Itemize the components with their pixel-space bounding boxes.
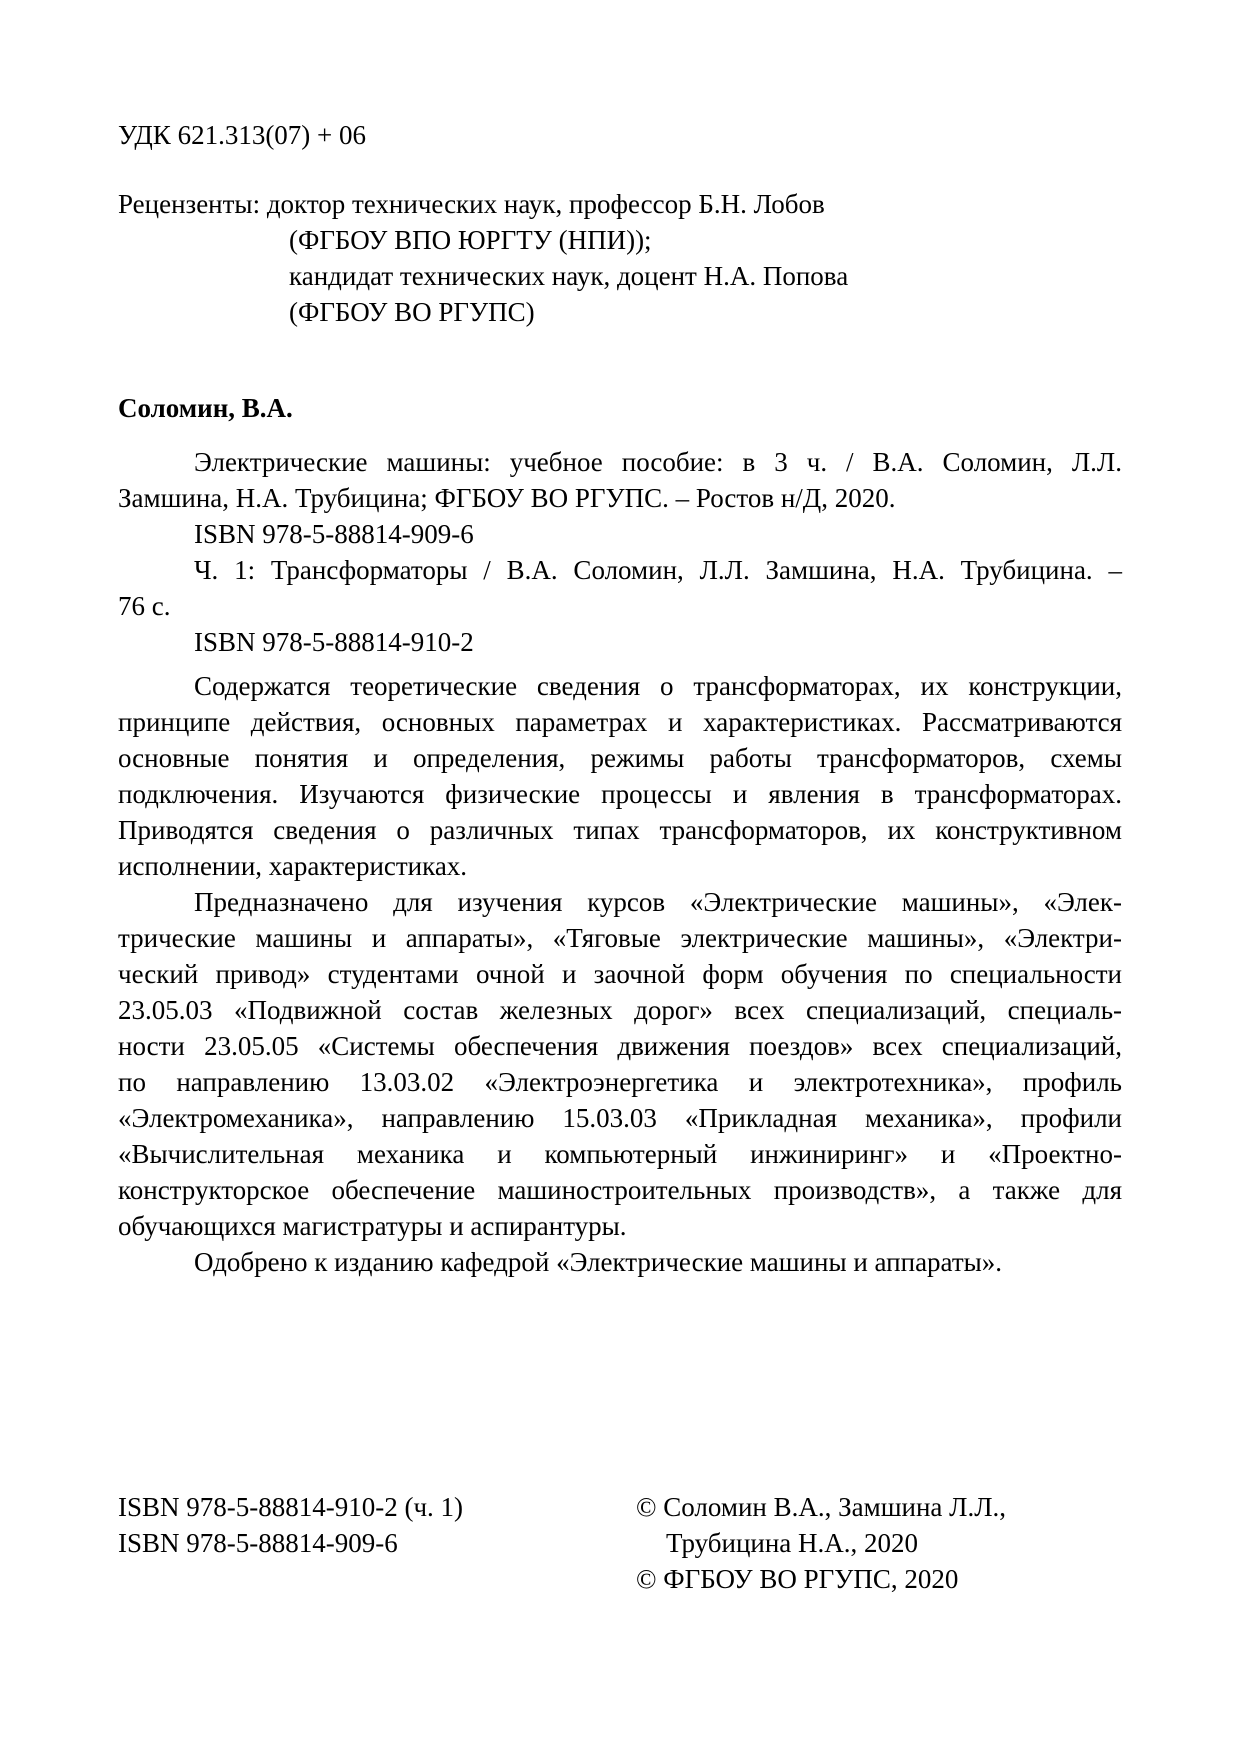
reviewer-line: (ФГБОУ ВПО ЮРГТУ (НПИ)); — [289, 225, 652, 255]
abstract-line: конструкторское обеспечение машиностроительных производств», а также для — [118, 1175, 1122, 1205]
reviewer-line: (ФГБОУ ВО РГУПС) — [289, 297, 535, 327]
abstract-line: Содержатся теоретические сведения о трансформаторах, их конструкции, — [194, 671, 1122, 701]
abstract-line: «Вычислительная механика и компьютерный инжиниринг» и «Проектно- — [118, 1139, 1122, 1169]
abstract-line: исполнении, характеристиках. — [118, 851, 468, 881]
approval-line: Одобрено к изданию кафедрой «Электрические машины и аппараты». — [194, 1247, 1003, 1277]
copyright-line: Трубицина Н.А., 2020 — [666, 1528, 919, 1558]
footer-isbn: ISBN 978-5-88814-910-2 (ч. 1) — [118, 1492, 464, 1522]
copyright-line: © ФГБОУ ВО РГУПС, 2020 — [636, 1564, 959, 1594]
biblio-line: 76 с. — [118, 591, 171, 621]
footer-copyright-block — [636, 1489, 1006, 1597]
author-heading: Соломин, В.А. — [118, 393, 293, 423]
abstract-line: по направлению 13.03.02 «Электроэнергетика и электротехника», профиль — [118, 1067, 1122, 1097]
biblio-isbn: ISBN 978-5-88814-909-6 — [194, 519, 474, 549]
biblio-isbn: ISBN 978-5-88814-910-2 — [194, 627, 474, 657]
abstract-line: «Электромеханика», направлению 15.03.03 «Прикладная механика», профили — [118, 1103, 1122, 1133]
abstract-line: обучающихся магистратуры и аспирантуры. — [118, 1211, 627, 1241]
bibliographic-record — [118, 444, 1122, 660]
biblio-line: Электрические машины: учебное пособие: в 3 ч. / В.А. Соломин, Л.Л. — [194, 447, 1122, 477]
abstract-line: ности 23.05.05 «Системы обеспечения движения поездов» всех специализаций, — [118, 1031, 1122, 1061]
copyright-line: © Соломин В.А., Замшина Л.Л., — [636, 1492, 1007, 1522]
abstract-line: основные понятия и определения, режимы работы трансформаторов, схемы — [118, 743, 1122, 773]
udk-code: УДК 621.313(07) + 06 — [118, 120, 367, 150]
reviewers-block — [118, 186, 1122, 330]
biblio-line: Замшина, Н.А. Трубицина; ФГБОУ ВО РГУПС. – Ростов н/Д, 2020. — [118, 483, 896, 513]
abstract-line: принципе действия, основных параметрах и характеристиках. Рассматриваются — [118, 707, 1122, 737]
abstract-line: 23.05.03 «Подвижной состав железных дорог» всех специализаций, специаль- — [118, 995, 1122, 1025]
footer-isbn-block — [118, 1489, 463, 1561]
abstract-line: трические машины и аппараты», «Тяговые электрические машины», «Электри- — [118, 923, 1122, 953]
abstract-line: Предназначено для изучения курсов «Электрические машины», «Элек- — [194, 887, 1122, 917]
abstract-line: ческий привод» студентами очной и заочной форм обучения по специальности — [118, 959, 1122, 989]
reviewer-line: кандидат технических наук, доцент Н.А. Попова — [289, 261, 849, 291]
footer-isbn: ISBN 978-5-88814-909-6 — [118, 1528, 398, 1558]
reviewer-line: Рецензенты: доктор технических наук, профессор Б.Н. Лобов — [118, 189, 825, 219]
biblio-line: Ч. 1: Трансформаторы / В.А. Соломин, Л.Л. Замшина, Н.А. Трубицина. – — [194, 555, 1122, 585]
abstract — [118, 668, 1122, 1280]
abstract-line: Приводятся сведения о различных типах трансформаторов, их конструктивном — [118, 815, 1122, 845]
abstract-line: подключения. Изучаются физические процессы и явления в трансформаторах. — [118, 779, 1122, 809]
